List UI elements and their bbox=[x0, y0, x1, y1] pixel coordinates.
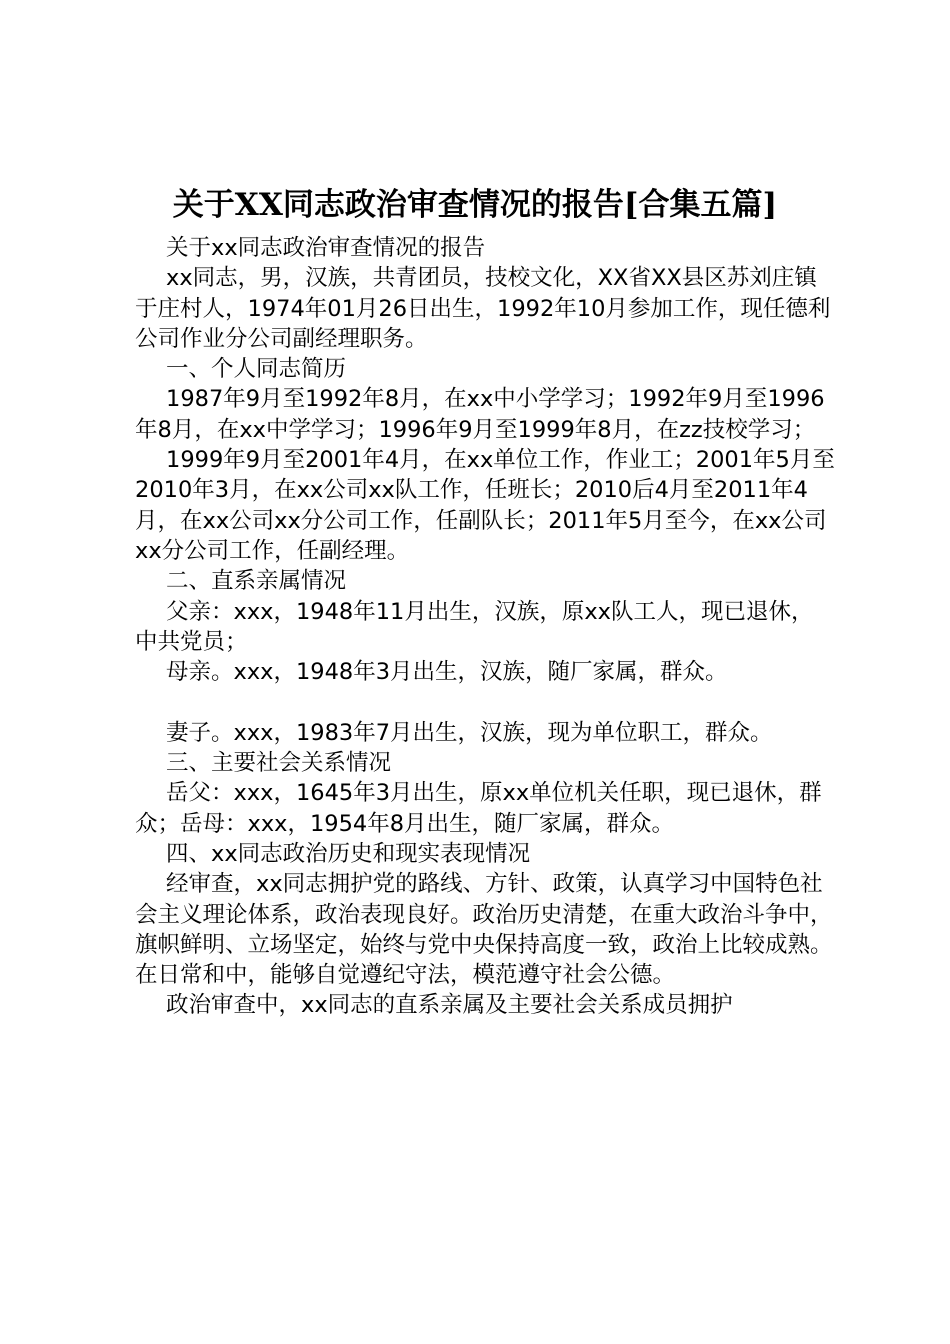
paragraph-review-findings: 经审查，xx同志拥护党的路线、方针、政策，认真学习中国特色社会主义理论体系，政治表现良好。政治历史清楚，在重大政治斗争中，旗帜鲜明、立场坚定，始终与党中央保持高度一致，政治上比较成熟。在日常和中，能够自觉遵纪守法，模范遵守社会公德。 bbox=[135, 871, 833, 989]
paragraph-review-relatives: 政治审查中，xx同志的直系亲属及主要社会关系成员拥护 bbox=[166, 992, 733, 1019]
paragraph-education: 1987年9月至1992年8月，在xx中小学学习；1992年9月至1996年8月，在xx中学学习；1996年9月至1999年8月，在zz技校学习； bbox=[135, 386, 825, 443]
document-title: 关于XX同志政治审查情况的报告[合集五篇] bbox=[172, 187, 778, 223]
paragraph-wife: 妻子。xxx，1983年7月出生，汉族，现为单位职工，群众。 bbox=[166, 719, 773, 746]
paragraph-father: 父亲：xxx，1948年11月出生，汉族，原xx队工人，现已退休，中共党员； bbox=[135, 598, 814, 655]
document-body bbox=[135, 233, 835, 1021]
section-heading-political: 四、xx同志政治历史和现实表现情况 bbox=[166, 840, 531, 867]
paragraph-in-laws: 岳父：xxx，1645年3月出生，原xx单位机关任职，现已退休，群众；岳母：xxx，1954年8月出生，随厂家属，群众。 bbox=[135, 780, 822, 837]
section-heading-relatives: 二、直系亲属情况 bbox=[166, 568, 347, 595]
paragraph-work-history: 1999年9月至2001年4月，在xx单位工作，作业工；2001年5月至2010年3月，在xx公司xx队工作，任班长；2010后4月至2011年4月，在xx公司xx分公司工作，任副队长；2011年5月至今，在xx公司xx分公司工作，任副经理。 bbox=[135, 447, 835, 564]
report-subtitle: 关于xx同志政治审查情况的报告 bbox=[166, 235, 486, 261]
paragraph-basic-info: xx同志，男，汉族，共青团员，技校文化，XX省XX县区苏刘庄镇于庄村人，1974年01月26日出生，1992年10月参加工作，现任德利公司作业分公司副经理职务。 bbox=[135, 265, 831, 352]
section-heading-resume: 一、个人同志简历 bbox=[166, 356, 347, 383]
section-heading-social: 三、主要社会关系情况 bbox=[166, 750, 392, 777]
blank-line bbox=[135, 687, 835, 717]
paragraph-mother: 母亲。xxx，1948年3月出生，汉族，随厂家属，群众。 bbox=[166, 659, 728, 686]
